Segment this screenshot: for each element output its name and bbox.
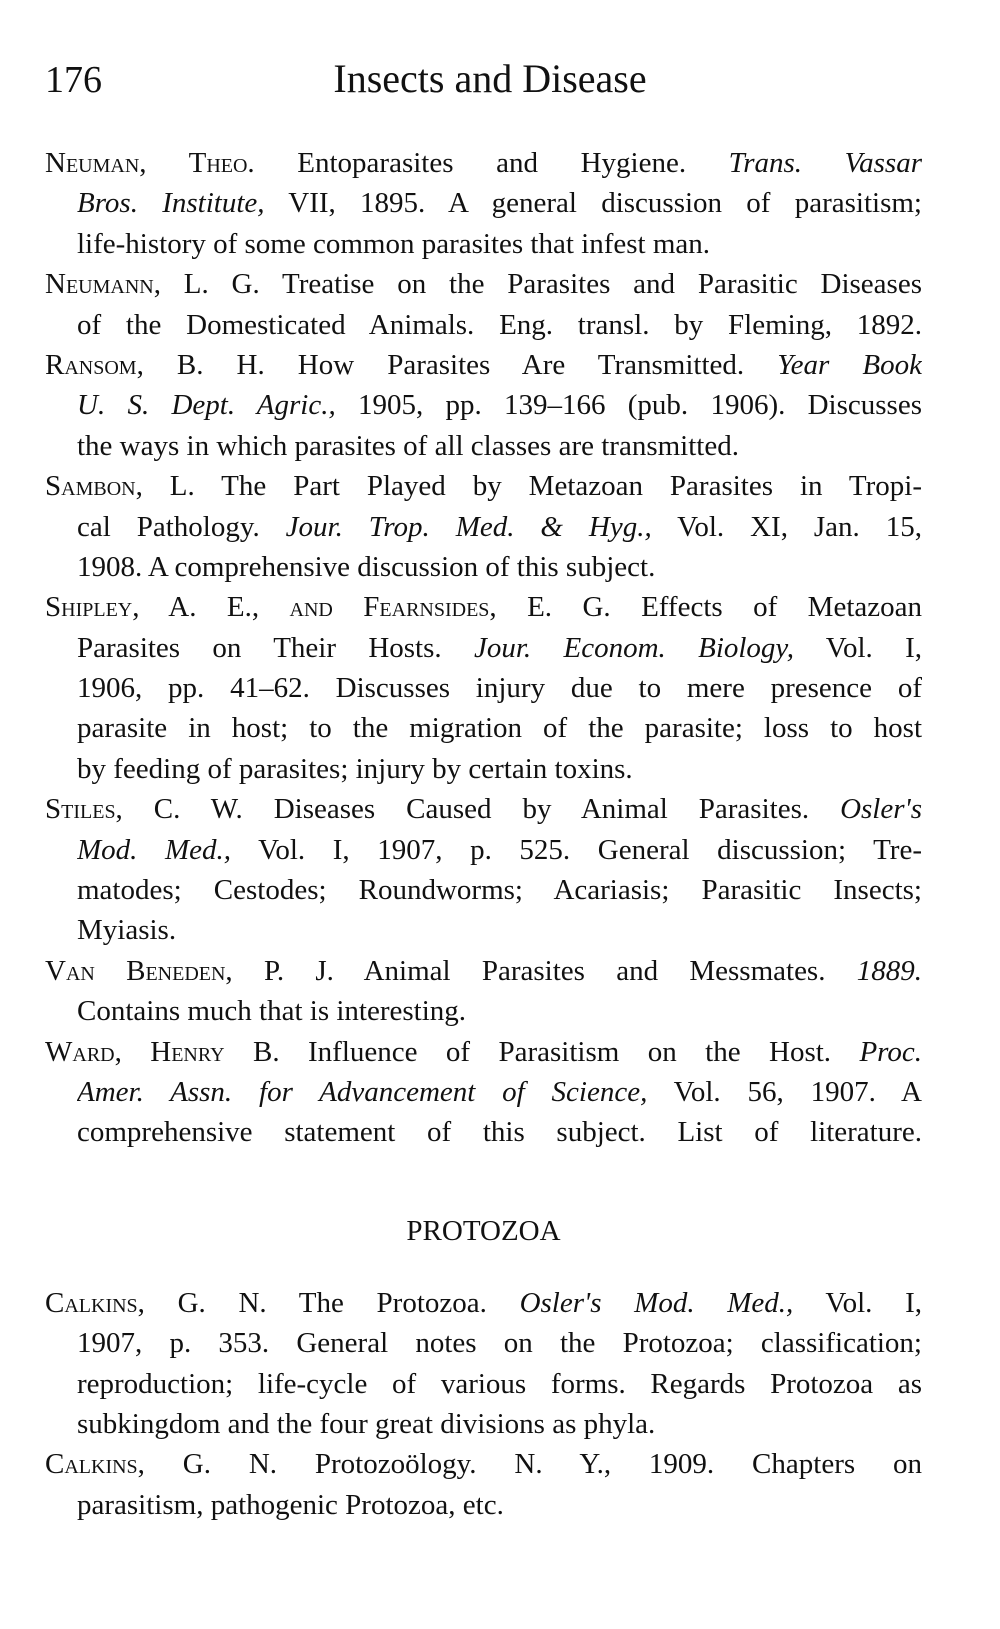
- entry-text: Contains much that is interesting.: [77, 995, 467, 1028]
- entry-text: Animal Parasites and Messmates.: [333, 954, 857, 987]
- entry-text: Protozoölogy. N. Y., 1909. Chapters on: [277, 1448, 922, 1481]
- entry-line: [77, 385, 922, 425]
- journal-title: Osler's Mod. Med.,: [519, 1286, 794, 1319]
- author-name: Shipley, A. E., and Fearnsides, E. G.: [45, 591, 611, 624]
- section-heading: PROTOZOA: [406, 1214, 561, 1247]
- bibliography-entry: [45, 951, 922, 1032]
- running-title: Insects and Disease: [333, 56, 647, 101]
- entry-line: [77, 1072, 922, 1112]
- entry-text: parasite in host; to the migration of the parasite; loss to host: [77, 712, 922, 745]
- entry-text: 1908. A comprehensive discussion of this subject.: [77, 550, 656, 583]
- bibliography-entry: [45, 789, 922, 951]
- entry-line: [45, 264, 922, 304]
- entry-text: The Protozoa.: [266, 1286, 520, 1319]
- entry-text: Myiasis.: [77, 914, 177, 947]
- bibliography-body: [45, 143, 922, 1525]
- entry-line: [77, 1485, 922, 1525]
- entry-text: Vol. I,: [793, 1286, 922, 1319]
- entry-text: comprehensive statement of this subject. List of literature.: [77, 1116, 922, 1149]
- entry-text: How Parasites Are Transmitted.: [264, 348, 778, 381]
- entry-line: [77, 1404, 922, 1444]
- entry-line: [77, 910, 922, 950]
- entry-line: [77, 749, 922, 789]
- entry-line: [77, 305, 922, 345]
- journal-title: 1889.: [856, 954, 922, 987]
- journal-title: Jour. Econom. Biology,: [473, 631, 794, 664]
- journal-title: Bros. Institute,: [77, 187, 265, 220]
- entry-line: [77, 628, 922, 668]
- entry-line: [77, 426, 922, 466]
- entry-text: 1906, pp. 41–62. Discusses injury due to mere presence of: [77, 672, 922, 705]
- journal-title: Mod. Med.,: [77, 833, 232, 866]
- author-name: Neumann, L. G.: [45, 268, 260, 301]
- author-name: Ward, Henry B.: [45, 1035, 280, 1068]
- bibliography-entry: [45, 264, 922, 345]
- bibliography-entry: [45, 143, 922, 264]
- bibliography-entry: [45, 587, 922, 789]
- entry-text: matodes; Cestodes; Roundworms; Acariasis; Parasitic Insects;: [77, 874, 922, 907]
- journal-title: Trans. Vassar: [728, 147, 922, 179]
- author-name: Calkins, G. N.: [45, 1448, 278, 1481]
- journal-title: Amer. Assn. for Advancement of Science,: [77, 1075, 648, 1108]
- entry-text: 1905, pp. 139–166 (pub. 1906). Discusses: [335, 389, 922, 422]
- bibliography-entry: [45, 466, 922, 587]
- author-name: Stiles, C. W.: [45, 793, 243, 826]
- journal-title: U. S. Dept. Agric.,: [77, 389, 336, 422]
- entry-line: [77, 547, 922, 587]
- entry-line: [77, 507, 922, 547]
- entry-text: by feeding of parasites; injury by certain toxins.: [77, 752, 633, 785]
- entry-text: Vol. 56, 1907. A: [647, 1075, 922, 1108]
- entry-text: Vol. I,: [793, 631, 922, 664]
- entry-line: [45, 951, 922, 991]
- journal-title: Proc.: [859, 1035, 922, 1068]
- entry-line: [45, 1444, 922, 1484]
- author-name: Ransom, B. H.: [45, 348, 265, 381]
- entry-text: reproduction; life-cycle of various forms. Regards Protozoa as: [77, 1367, 922, 1400]
- entry-text: Diseases Caused by Animal Parasites.: [242, 793, 841, 826]
- journal-title: Jour. Trop. Med. & Hyg.,: [285, 510, 652, 543]
- entry-text: Treatise on the Parasites and Parasitic Diseases: [259, 268, 922, 301]
- bibliography-entry: [45, 1444, 922, 1525]
- entry-text: 1907, p. 353. General notes on the Protozoa; classification;: [77, 1327, 922, 1360]
- entry-text: the ways in which parasites of all classes are transmitted.: [77, 429, 739, 462]
- entry-line: [45, 789, 922, 829]
- entry-text: parasitism, pathogenic Protozoa, etc.: [77, 1488, 504, 1521]
- bibliography-entry: [45, 345, 922, 466]
- entry-line: [45, 345, 922, 385]
- entry-line: [45, 143, 922, 183]
- entry-line: [45, 1283, 922, 1323]
- author-name: Neuman, Theo.: [45, 147, 255, 179]
- entry-text: Vol. I, 1907, p. 525. General discussion; Tre-: [231, 833, 922, 866]
- entry-line: [77, 870, 922, 910]
- entry-line: [77, 668, 922, 708]
- bibliography-section: [45, 143, 922, 1153]
- entry-text: The Part Played by Metazoan Parasites in Tropi-: [194, 470, 922, 503]
- author-name: Calkins, G. N.: [45, 1286, 267, 1319]
- entry-line: [77, 1364, 922, 1404]
- author-name: Van Beneden, P. J.: [45, 954, 334, 987]
- bibliography-section: [45, 1211, 922, 1525]
- entry-text: of the Domesticated Animals. Eng. transl. by Fleming, 1892.: [77, 308, 922, 341]
- entry-line: [77, 1323, 922, 1363]
- entry-line: [77, 224, 922, 264]
- bibliography-entry: [45, 1032, 922, 1153]
- bibliography-entry: [45, 1283, 922, 1445]
- entry-line: [77, 1112, 922, 1152]
- entry-line: [45, 587, 922, 627]
- journal-title: Osler's: [840, 793, 922, 826]
- entry-text: VII, 1895. A general discussion of parasitism;: [264, 187, 922, 220]
- entry-line: [77, 708, 922, 748]
- entry-text: Parasites on Their Hosts.: [77, 631, 474, 664]
- entry-line: [77, 991, 922, 1031]
- entry-text: Vol. XI, Jan. 15,: [651, 510, 922, 543]
- entry-line: [77, 830, 922, 870]
- entry-text: cal Pathology.: [77, 510, 286, 543]
- page-number: 176: [45, 59, 102, 101]
- entry-text: subkingdom and the four great divisions as phyla.: [77, 1407, 656, 1440]
- entry-line: [45, 466, 922, 506]
- entry-text: Influence of Parasitism on the Host.: [279, 1035, 860, 1068]
- journal-title: Year Book: [777, 348, 922, 381]
- entry-text: life-history of some common parasites that infest man.: [77, 227, 711, 260]
- author-name: Sambon, L.: [45, 470, 195, 503]
- entry-text: Entoparasites and Hygiene.: [254, 147, 729, 179]
- entry-line: [77, 183, 922, 223]
- entry-line: [45, 1032, 922, 1072]
- entry-text: Effects of Metazoan: [610, 591, 922, 624]
